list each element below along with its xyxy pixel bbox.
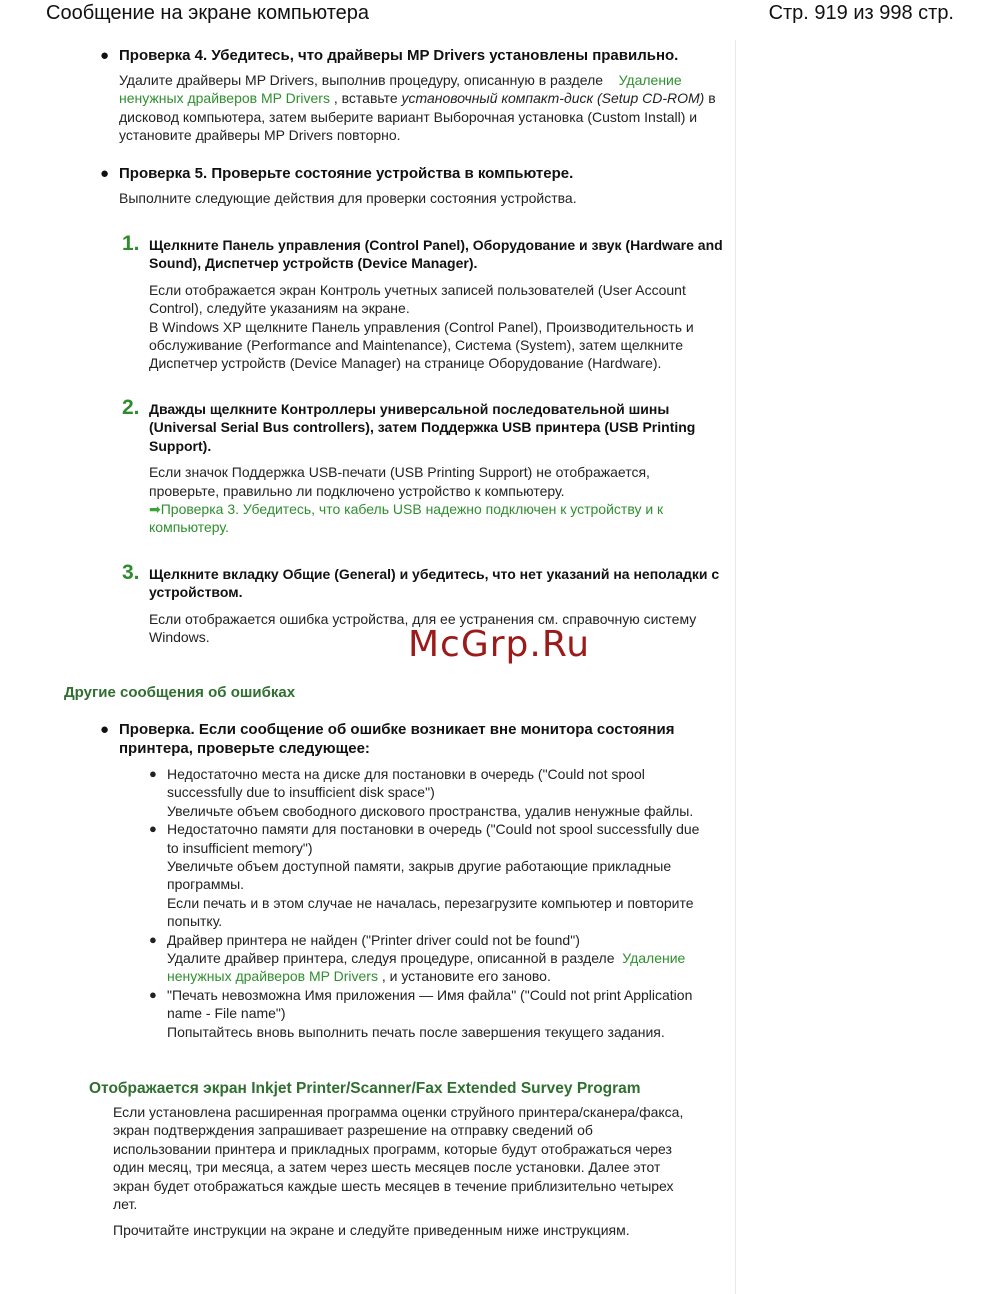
- survey-instruction: Прочитайте инструкции на экране и следуйте приведенным ниже инструкциям.: [113, 1222, 630, 1239]
- bullet-icon: ●: [100, 165, 110, 182]
- bullet-icon: ●: [149, 986, 157, 1002]
- check4-section: [100, 46, 739, 145]
- uninstall-link[interactable]: Удаление: [622, 950, 686, 967]
- list-item: ● Недостаточно места на диске для постановки в очередь ("Could not spool successfully due to insufficient disk space") Увеличьте объем свободного дискового пространства, удалив ненужные файлы.: [149, 766, 694, 819]
- bullet-icon: ●: [100, 721, 110, 738]
- check5-title: Проверка 5. Проверьте состояние устройства в компьютере.: [119, 165, 574, 182]
- check5-intro: Выполните следующие действия для проверки состояния устройства.: [119, 190, 577, 206]
- bullet-icon: ●: [149, 821, 157, 837]
- step-body: Если отображается экран Контроль учетных записей пользователей (User Account Control), следуйте указаниям на экране. В Windows XP щелкните Панель управления (Control Panel), Производительность и обслуживание (Performance and Maintenance), Система (System), затем щелкните Диспетчер устройств (Device Manager) на странице Оборудование (Hardware).: [149, 281, 694, 372]
- uninstall-link[interactable]: Удаление: [618, 72, 682, 88]
- step-1: [149, 236, 739, 373]
- bullet-icon: ●: [149, 766, 157, 781]
- survey-heading: Отображается экран Inkjet Printer/Scanner/Fax Extended Survey Program: [89, 1080, 641, 1097]
- step-heading: Дважды щелкните Контроллеры универсальной последовательной шины (Universal Serial Bus controllers), затем Поддержка USB принтера (USB Printing Support).: [149, 401, 696, 454]
- step-body: Если значок Поддержка USB-печати (USB Printing Support) не отображается, проверьте, правильно ли подключено устройство к компьютеру. ➡Проверка 3. Убедитесь, что кабель USB надежно подключен к устройству и к компьютеру.: [149, 464, 664, 536]
- step-heading: Щелкните вкладку Общие (General) и убедитесь, что нет указаний на неполадки с устройством.: [149, 566, 720, 601]
- step-number: 1.: [122, 232, 140, 255]
- check4-body: Удалите драйверы MP Drivers, выполнив процедуру, описанную в разделе Удаление ненужных драйверов MP Drivers , вставьте установочный компакт-диск (Setup CD-ROM) в дисковод компьютера, затем выберите вариант Выборочная установка (Custom Install) и установите драйверы MP Drivers повторно.: [119, 72, 716, 144]
- page-counter: Стр. 919 из 998 стр.: [768, 2, 954, 24]
- check3-link-cont[interactable]: компьютеру.: [149, 519, 229, 536]
- survey-body: Если установлена расширенная программа оценки струйного принтера/сканера/факса, экран подтверждения запрашивает разрешение на отправку сведений об использовании принтера и прикладных программ, которые будут отображаться через один месяц, три месяца, а затем через шесть месяцев после установки. Далее этот экран будет отображаться каждые шесть месяцев в течение приблизительно четырех лет. Прочитайте инструкции на экране и следуйте приведенным ниже инструкциям.: [113, 1103, 743, 1240]
- list-item: ● Недостаточно памяти для постановки в очередь ("Could not spool successfully due to insufficient memory") Увеличьте объем доступной памяти, закрыв другие работающие прикладные программы. Если печать и в этом случае не началась, перезагрузите компьютер и повторите попытку.: [149, 821, 700, 930]
- step-number: 2.: [122, 396, 140, 419]
- check3-link[interactable]: Проверка 3. Убедитесь, что кабель USB надежно подключен к устройству и к: [160, 501, 664, 518]
- watermark: McGrp.Ru: [408, 624, 591, 665]
- arrow-right-icon: ➡: [149, 501, 161, 518]
- step-heading: Щелкните Панель управления (Control Panel), Оборудование и звук (Hardware and Sound), Диспетчер устройств (Device Manager).: [149, 237, 723, 272]
- other-check-title: Проверка. Если сообщение об ошибке возникает вне монитора состояния принтера, проверьте следующее:: [119, 721, 675, 757]
- list-item: ● "Печать невозможна Имя приложения — Имя файла" ("Could not print Application name - File name") Попытайтесь вновь выполнить печать после завершения текущего задания.: [149, 986, 693, 1040]
- uninstall-link-cont[interactable]: ненужных драйверов MP Drivers: [167, 968, 378, 985]
- step-body: Если отображается ошибка устройства, для ее устранения см. справочную систему Windows.: [149, 610, 697, 646]
- list-item: ● Драйвер принтера не найден ("Printer driver could not be found") Удалите драйвер принтера, следуя процедуре, описанной в разделе Удаление ненужных драйверов MP Drivers , и установите его заново.: [149, 931, 686, 985]
- error-list: [149, 765, 747, 1041]
- step-number: 3.: [122, 561, 140, 584]
- check4-title: Проверка 4. Убедитесь, что драйверы MP Drivers установлены правильно.: [119, 47, 679, 64]
- other-errors-heading: Другие сообщения об ошибках: [64, 684, 296, 701]
- bullet-icon: ●: [149, 931, 157, 947]
- check5-section: [100, 164, 739, 207]
- bullet-icon: ●: [100, 47, 110, 64]
- step-2: [149, 400, 739, 537]
- other-check: [100, 720, 739, 758]
- page-title: Сообщение на экране компьютера: [46, 2, 370, 24]
- uninstall-link-cont[interactable]: ненужных драйверов MP Drivers: [119, 90, 330, 107]
